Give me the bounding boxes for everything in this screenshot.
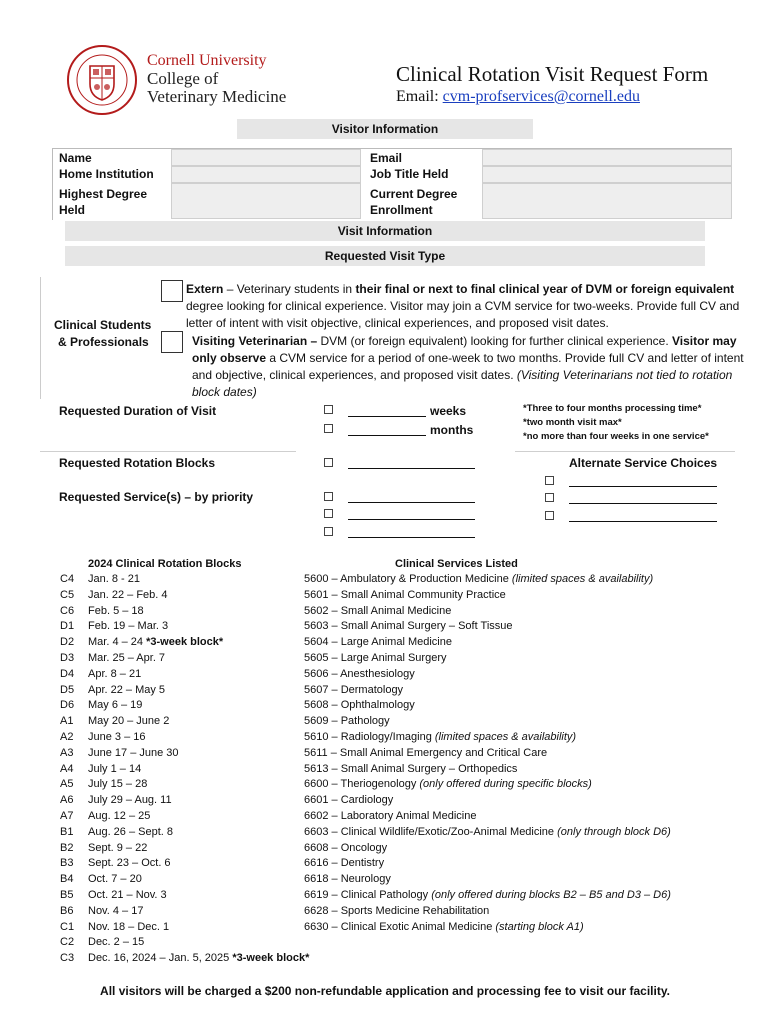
alternate-input-line-1[interactable] — [569, 486, 717, 487]
service-name: 6628 – Sports Medicine Rehabilitation — [304, 904, 490, 917]
block-row — [60, 904, 309, 920]
block-row — [60, 856, 309, 872]
block-row — [60, 604, 309, 620]
clinical-label-2: & Professionals — [58, 335, 149, 349]
service-row — [304, 809, 671, 825]
services-list — [304, 572, 671, 935]
block-code: B4 — [60, 873, 74, 886]
block-dates: Aug. 26 – Sept. 8 — [88, 825, 174, 838]
name-label: Name — [59, 151, 92, 165]
visiting-vet-title: Visiting Veterinarian – — [192, 334, 318, 348]
block-dates: Dec. 16, 2024 – Jan. 5, 2025 — [88, 952, 233, 965]
block-row — [60, 619, 309, 635]
alternate-checkbox-2[interactable] — [545, 493, 554, 502]
block-dates: Apr. 22 – May 5 — [88, 683, 166, 696]
service-row — [304, 714, 671, 730]
contact-email — [396, 88, 640, 106]
extern-description: Extern – Veterinary students in their final or next to final clinical year of DVM or foreign equivalent degree looking for clinical experience. Visitor may join a CVM service for two-weeks. Provide full CV and letter of intent with visit objective, clinical experiences, and proposed visit dates. — [186, 282, 740, 330]
service-row — [304, 746, 671, 762]
weeks-label: weeks — [430, 404, 467, 418]
months-checkbox[interactable] — [324, 424, 333, 433]
block-code: A1 — [60, 715, 74, 728]
service-note: (only through block D6) — [557, 825, 671, 838]
service-row — [304, 872, 671, 888]
service-name: 5606 – Anesthesiology — [304, 667, 415, 680]
block-dates: July 1 – 14 — [88, 762, 142, 775]
service-name: 5609 – Pathology — [304, 715, 390, 728]
service-row — [304, 651, 671, 667]
block-dates: Aug. 12 – 25 — [88, 809, 151, 822]
block-dates: June 3 – 16 — [88, 730, 146, 743]
service-row — [304, 920, 671, 936]
block-code: D1 — [60, 620, 75, 633]
fee-notice: All visitors will be charged a $200 non-refundable application and processing fee to visit our facility. — [100, 984, 670, 998]
form-title: Clinical Rotation Visit Request Form — [396, 62, 709, 86]
service-name: 5613 – Small Animal Surgery – Orthopedics — [304, 762, 518, 775]
block-code: D6 — [60, 699, 75, 712]
extern-title: Extern — [186, 282, 224, 296]
current-degree-label-2: Enrollment — [370, 203, 433, 217]
job-title-field[interactable] — [482, 166, 732, 183]
service-checkbox-2[interactable] — [324, 509, 333, 518]
months-label: months — [430, 423, 474, 437]
service-checkbox-3[interactable] — [324, 527, 333, 536]
current-degree-field[interactable] — [482, 183, 732, 219]
block-row — [60, 667, 309, 683]
block-code: B3 — [60, 857, 74, 870]
service-row — [304, 888, 671, 904]
block-note: *3-week block* — [232, 952, 310, 965]
service-name: 6608 – Oncology — [304, 841, 388, 854]
block-dates: Dec. 2 – 15 — [88, 936, 145, 949]
visit-info-heading: Visit Information — [65, 221, 705, 241]
block-code: C6 — [60, 604, 75, 617]
visiting-vet-description: Visiting Veterinarian – DVM (or foreign equivalent) looking for further clinical experience. Visitor may only observe a CVM service for a period of one-week to two months. Provide full CV and letter of intent and objective, clinical experiences, and proposed visit dates. (Visiting Veterinarians not tied to rotation block dates) — [192, 334, 744, 399]
block-dates: May 20 – June 2 — [88, 715, 170, 728]
service-row — [304, 793, 671, 809]
service-row — [304, 667, 671, 683]
service-row — [304, 777, 671, 793]
service-row — [304, 730, 671, 746]
alternate-checkbox-1[interactable] — [545, 476, 554, 485]
processing-time-note: *Three to four months processing time* — [523, 403, 702, 414]
visit-type-heading: Requested Visit Type — [65, 246, 705, 266]
block-code: A3 — [60, 746, 74, 759]
service-row — [304, 825, 671, 841]
block-row — [60, 951, 309, 967]
block-row — [60, 588, 309, 604]
block-code: D5 — [60, 683, 75, 696]
service-row — [304, 904, 671, 920]
visit-max-note: *two month visit max* — [523, 417, 622, 428]
email-label: Email: — [396, 88, 439, 105]
block-row — [60, 730, 309, 746]
alternate-checkbox-3[interactable] — [545, 511, 554, 520]
block-note: *3-week block* — [146, 636, 224, 649]
duration-label: Requested Duration of Visit — [59, 404, 217, 418]
service-name: 5604 – Large Animal Medicine — [304, 636, 452, 649]
block-code: C4 — [60, 573, 75, 585]
months-input-line[interactable] — [348, 435, 426, 436]
visiting-vet-checkbox[interactable] — [161, 331, 183, 353]
service-note: (only offered during blocks B2 – B5 and D3 – D6) — [431, 888, 671, 901]
service-name: 5605 – Large Animal Surgery — [304, 651, 447, 664]
service-row — [304, 856, 671, 872]
highest-degree-label-2: Held — [59, 203, 86, 217]
service-note: (limited spaces & availability) — [511, 573, 654, 585]
divider-right — [515, 451, 735, 452]
block-dates: June 17 – June 30 — [88, 746, 179, 759]
email-link[interactable]: cvm-profservices@cornell.edu — [442, 88, 640, 105]
rotation-block-checkbox[interactable] — [324, 458, 333, 467]
block-dates: Apr. 8 – 21 — [88, 667, 142, 680]
service-name: 5603 – Small Animal Surgery – Soft Tissue — [304, 620, 513, 633]
alternate-services-label: Alternate Service Choices — [569, 456, 718, 470]
block-dates: Nov. 4 – 17 — [88, 904, 144, 917]
home-institution-label: Home Institution — [59, 167, 154, 181]
service-note: (only offered during specific blocks) — [419, 778, 592, 791]
block-row — [60, 825, 309, 841]
email-field-label: Email — [370, 151, 403, 165]
visitor-info-heading: Visitor Information — [237, 119, 533, 139]
services-heading: Clinical Services Listed — [395, 558, 518, 570]
blocks-heading: 2024 Clinical Rotation Blocks — [88, 558, 242, 570]
service-name: 6602 – Laboratory Animal Medicine — [304, 809, 477, 822]
block-code: C5 — [60, 588, 75, 601]
current-degree-label-1: Current Degree — [370, 187, 458, 201]
block-dates: Mar. 25 – Apr. 7 — [88, 651, 166, 664]
service-name: 5608 – Ophthalmology — [304, 699, 415, 712]
rotation-block-input-line[interactable] — [348, 468, 475, 469]
block-dates: Oct. 7 – 20 — [88, 873, 142, 886]
service-row — [304, 841, 671, 857]
job-title-label: Job Title Held — [370, 167, 449, 181]
service-note: (limited spaces & availability) — [434, 730, 577, 743]
service-name: 5601 – Small Animal Community Practice — [304, 588, 506, 601]
block-code: D3 — [60, 651, 75, 664]
service-name: 5611 – Small Animal Emergency and Critical Care — [304, 746, 548, 759]
block-dates: May 6 – 19 — [88, 699, 143, 712]
weeks-input-line[interactable] — [348, 416, 426, 417]
block-row — [60, 714, 309, 730]
cornell-seal-logo — [66, 44, 138, 116]
service-input-line-3[interactable] — [348, 537, 475, 538]
block-row — [60, 762, 309, 778]
block-row — [60, 746, 309, 762]
email-field[interactable] — [482, 149, 732, 166]
block-code: C2 — [60, 936, 75, 949]
block-dates: Feb. 5 – 18 — [88, 604, 144, 617]
highest-degree-field[interactable] — [171, 183, 361, 219]
service-row — [304, 588, 671, 604]
service-name: 5602 – Small Animal Medicine — [304, 604, 452, 617]
clinical-label-1: Clinical Students — [54, 318, 152, 332]
block-code: A7 — [60, 809, 74, 822]
block-code: A4 — [60, 762, 74, 775]
block-row — [60, 651, 309, 667]
service-name: 6601 – Cardiology — [304, 794, 394, 807]
service-name: 6618 – Neurology — [304, 873, 391, 886]
college-wordmark — [147, 52, 286, 106]
block-dates: Sept. 9 – 22 — [88, 841, 148, 854]
block-dates: Oct. 21 – Nov. 3 — [88, 888, 167, 901]
college-line-2: Veterinary Medicine — [147, 87, 287, 106]
block-row — [60, 888, 309, 904]
college-line-1: College of — [147, 69, 219, 88]
service-row — [304, 572, 671, 588]
block-code: D2 — [60, 636, 75, 649]
block-row — [60, 572, 309, 588]
block-row — [60, 809, 309, 825]
divider-left — [40, 451, 296, 452]
visit-type-divider — [40, 277, 41, 399]
alternate-input-line-2[interactable] — [569, 503, 717, 504]
name-field[interactable] — [171, 149, 361, 166]
highest-degree-label-1: Highest Degree — [59, 187, 148, 201]
block-row — [60, 683, 309, 699]
service-name: 6600 – Theriogenology — [304, 778, 420, 791]
service-row — [304, 604, 671, 620]
block-code: B6 — [60, 904, 74, 917]
service-row — [304, 762, 671, 778]
university-name: Cornell University — [147, 52, 267, 69]
rotation-blocks-label: Requested Rotation Blocks — [59, 456, 216, 470]
weeks-checkbox[interactable] — [324, 405, 333, 414]
table-left-border — [52, 148, 53, 220]
block-code: A5 — [60, 778, 74, 791]
extern-checkbox[interactable] — [161, 280, 183, 302]
block-dates: July 15 – 28 — [88, 778, 148, 791]
block-dates: July 29 – Aug. 11 — [88, 794, 172, 807]
service-input-line-1[interactable] — [348, 502, 475, 503]
service-limit-note: *no more than four weeks in one service* — [523, 431, 709, 442]
service-name: 5607 – Dermatology — [304, 683, 404, 696]
block-dates: Sept. 23 – Oct. 6 — [88, 857, 171, 870]
service-note: (starting block A1) — [495, 920, 584, 933]
block-dates: Mar. 4 – 24 — [88, 636, 147, 649]
block-code: D4 — [60, 667, 75, 680]
service-row — [304, 683, 671, 699]
service-row — [304, 698, 671, 714]
block-code: B1 — [60, 825, 74, 838]
block-dates: Nov. 18 – Dec. 1 — [88, 920, 170, 933]
block-row — [60, 777, 309, 793]
block-dates: Jan. 22 – Feb. 4 — [88, 588, 168, 601]
block-code: B5 — [60, 888, 74, 901]
service-input-line-2[interactable] — [348, 519, 475, 520]
block-code: C3 — [60, 952, 75, 965]
block-code: A2 — [60, 730, 74, 743]
block-row — [60, 935, 309, 951]
block-row — [60, 872, 309, 888]
service-name: 6603 – Clinical Wildlife/Exotic/Zoo-Animal Medicine — [304, 825, 558, 838]
service-name: 5610 – Radiology/Imaging — [304, 730, 435, 743]
block-code: B2 — [60, 841, 74, 854]
block-code: A6 — [60, 794, 74, 807]
requested-services-label: Requested Service(s) – by priority — [59, 490, 254, 504]
service-name: 5600 – Ambulatory & Production Medicine — [304, 573, 512, 585]
block-row — [60, 841, 309, 857]
block-row — [60, 698, 309, 714]
alternate-input-line-3[interactable] — [569, 521, 717, 522]
home-institution-field[interactable] — [171, 166, 361, 183]
block-row — [60, 920, 309, 936]
block-code: C1 — [60, 920, 75, 933]
service-checkbox-1[interactable] — [324, 492, 333, 501]
block-row — [60, 793, 309, 809]
service-name: 6619 – Clinical Pathology — [304, 888, 432, 901]
block-row — [60, 635, 309, 651]
block-dates: Jan. 8 - 21 — [88, 573, 140, 585]
service-name: 6630 – Clinical Exotic Animal Medicine — [304, 920, 496, 933]
block-dates: Feb. 19 – Mar. 3 — [88, 620, 169, 633]
blocks-list — [60, 572, 309, 967]
service-name: 6616 – Dentistry — [304, 857, 385, 870]
service-row — [304, 619, 671, 635]
service-row — [304, 635, 671, 651]
